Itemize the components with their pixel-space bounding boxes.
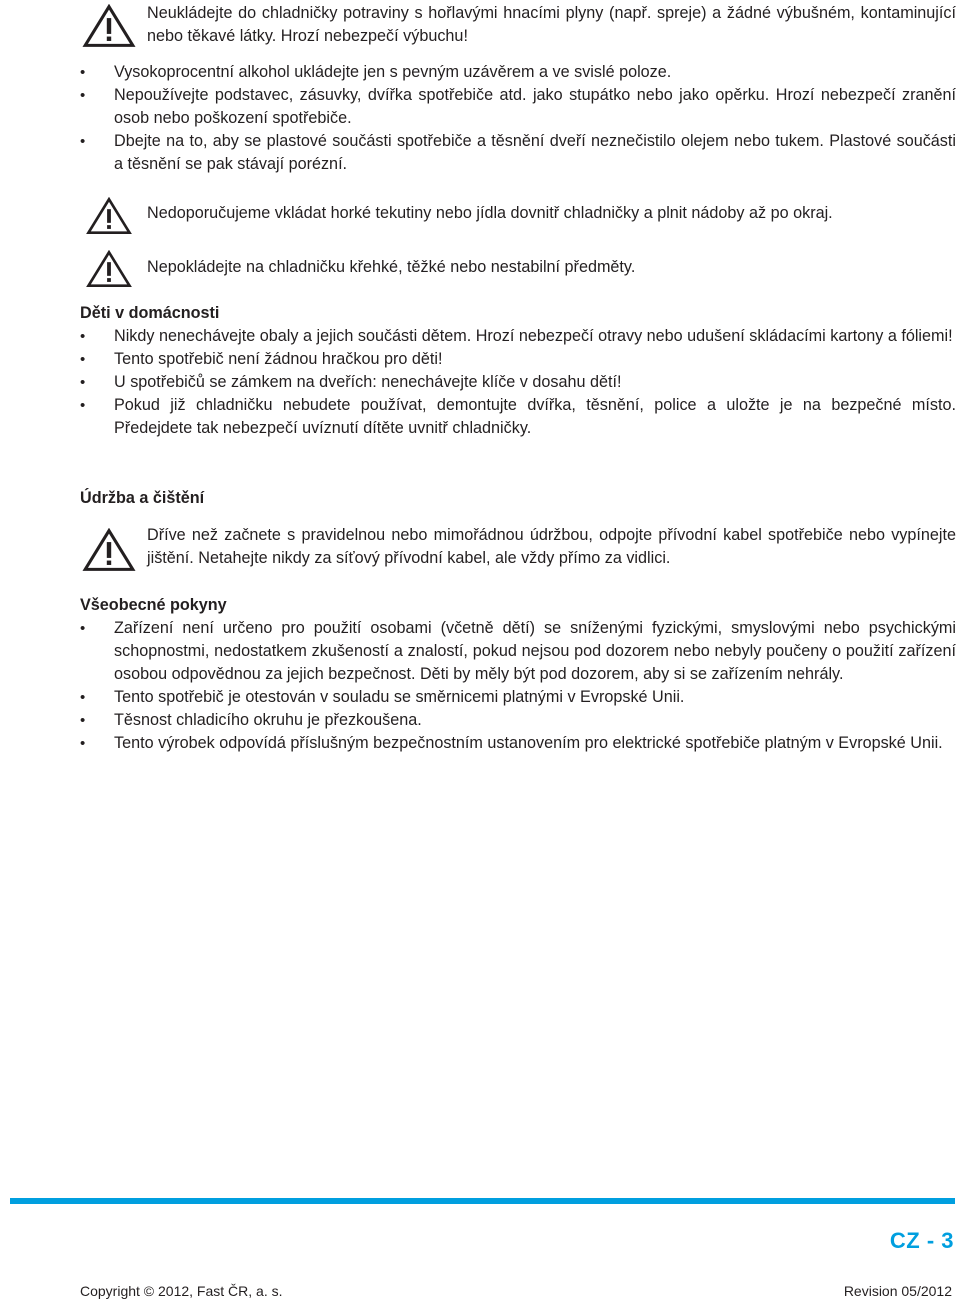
warning-triangle-icon: [80, 528, 138, 572]
warning-triangle-icon: [80, 4, 138, 48]
warning-block: [80, 197, 956, 237]
warning-block: [80, 2, 956, 52]
section-heading-general: Všeobecné pokyny: [80, 596, 227, 614]
copyright-text: Copyright © 2012, Fast ČR, a. s.: [80, 1283, 283, 1299]
page-number: CZ - 3: [889, 1228, 954, 1253]
warning-block: [80, 524, 956, 574]
revision-text: Revision 05/2012: [843, 1283, 952, 1299]
list-item: • Nepoužívejte podstavec, zásuvky, dvířka spotřebiče atd. jako stupátko nebo jako opěrku. Hrozí nebezpečí zranění osob nebo poškození spotřebiče.: [80, 84, 956, 130]
general-bullet-list: [80, 617, 956, 755]
list-item: • Pokud již chladničku nebudete používat, demontujte dvířka, těsnění, police a uložte je na bezpečné místo. Předejdete tak nebezpečí uvíznutí dítěte uvnitř chladničky.: [80, 394, 956, 440]
warning-triangle-icon: [80, 250, 138, 288]
warning-text: Nedoporučujeme vkládat horké tekutiny nebo jídla dovnitř chladničky a plnit nádoby až po okraj.: [147, 204, 833, 222]
list-item: • Tento výrobek odpovídá příslušným bezpečnostním ustanovením pro elektrické spotřebiče platným v Evropské Unii.: [80, 732, 956, 755]
section-heading-children: Děti v domácnosti: [80, 304, 220, 322]
footer-rule: [10, 1198, 955, 1204]
children-bullet-list: [80, 325, 956, 440]
list-item: • Těsnost chladicího okruhu je přezkoušena.: [80, 709, 956, 732]
list-item: • Dbejte na to, aby se plastové součásti spotřebiče a těsnění dveří neznečistilo olejem nebo tukem. Plastové součásti a těsnění se pak stávají porézní.: [80, 130, 956, 176]
warning-text: Neukládejte do chladničky potraviny s hořlavými hnacími plyny (např. spreje) a žádné výbušném, kontaminující nebo těkavé látky. Hrozí nebezpečí výbuchu!: [147, 4, 956, 45]
warning-text: Nepokládejte na chladničku křehké, těžké nebo nestabilní předměty.: [147, 258, 636, 276]
safety-bullet-list: [80, 61, 956, 176]
list-item: • U spotřebičů se zámkem na dveřích: nenechávejte klíče v dosahu dětí!: [80, 371, 956, 394]
list-item: • Tento spotřebič je otestován v souladu se směrnicemi platnými v Evropské Unii.: [80, 686, 956, 709]
section-heading-maintenance: Údržba a čištění: [80, 489, 205, 507]
list-item: • Tento spotřebič není žádnou hračkou pro děti!: [80, 348, 956, 371]
warning-text: Dříve než začnete s pravidelnou nebo mimořádnou údržbou, odpojte přívodní kabel spotřebiče nebo vypínejte jištění. Netahejte nikdy za síťový přívodní kabel, ale vždy přímo za vidlici.: [147, 526, 956, 567]
list-item: • Vysokoprocentní alkohol ukládejte jen s pevným uzávěrem a ve svislé poloze.: [80, 61, 956, 84]
warning-block: [80, 250, 956, 290]
list-item: • Zařízení není určeno pro použití osobami (včetně dětí) se sníženými fyzickými, smyslovými nebo psychickými schopnostmi, nedostatkem zkušeností a znalostí, pokud nejsou pod dozorem nebo nebyly poučeny o použití zařízení osobou odpovědnou za jejich bezpečnost. Děti by měly být pod dozorem, aby si se zařízením nehrály.: [80, 617, 956, 686]
list-item: • Nikdy nenechávejte obaly a jejich součásti dětem. Hrozí nebezpečí otravy nebo udušení skládacími kartony a fóliemi!: [80, 325, 956, 348]
warning-triangle-icon: [80, 197, 138, 235]
